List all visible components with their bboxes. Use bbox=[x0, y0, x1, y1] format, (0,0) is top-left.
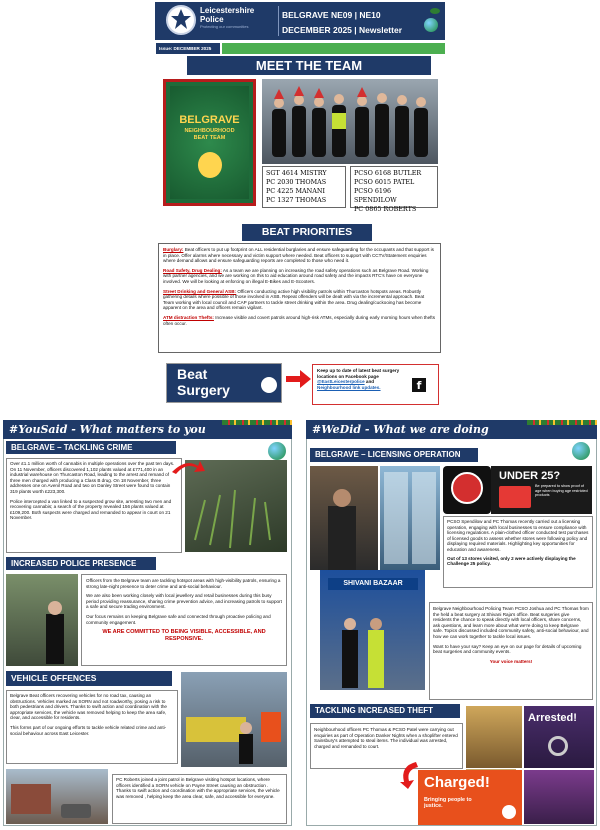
issue-green-bar bbox=[222, 43, 445, 54]
bauble-icon bbox=[424, 18, 438, 32]
globe-bauble-icon bbox=[268, 442, 286, 460]
issue-badge: Issue: DECEMBER 2025 bbox=[156, 43, 220, 54]
garland-icon bbox=[527, 420, 597, 425]
handcuffs-icon bbox=[548, 736, 568, 756]
force-tagline: Protecting our communities bbox=[200, 24, 249, 29]
police-crest-icon bbox=[166, 5, 196, 35]
under25-title: UNDER 25? bbox=[499, 470, 561, 482]
arrested-banner bbox=[524, 706, 594, 768]
meet-team-heading: MEET THE TEAM bbox=[187, 56, 431, 75]
newsletter-title-line1: BELGRAVE NE09 | NE10 bbox=[282, 10, 381, 20]
poster-sub1: NEIGHBOURHOOD bbox=[184, 128, 235, 134]
id-card-icon bbox=[499, 486, 531, 508]
surgery-title-1: Beat bbox=[177, 366, 208, 382]
officer-item: PC 1327 THOMAS bbox=[266, 196, 327, 204]
facebook-icon[interactable]: f bbox=[412, 378, 426, 392]
beat-surgery-text bbox=[429, 602, 593, 700]
shivani-bazaar-photo bbox=[320, 570, 425, 690]
licensing-p: PCSO Spendilow and PC Thomas recently carried out a licensing operation, engaging with local businesses to ensure compliance with licensing regulations. A plain-clothed officer conducted test purchases of licensed goods to assess whether stores were following policy and displaying required materials. Highlighting key opportunities for education and awareness. bbox=[447, 519, 589, 552]
priority-text: Officers conducting active high visibility patrols within Thurcaston hotspots areas. Robustly gathering details where possible of those involved in ASB. Repeat offenders will be dealt with via the incremental approach. Beat Team working with local council and CAP partners to tackle street drinking within the area. Drug dealing/cuckooing has become apparent on the area and officers remain vigilant. bbox=[163, 288, 425, 311]
you-said-heading: #YouSaid - What matters to you bbox=[3, 420, 292, 439]
curved-arrow-icon bbox=[170, 458, 206, 480]
globe-bauble-icon bbox=[572, 442, 590, 460]
theft-heading: TACKLING INCREASED THEFT bbox=[310, 704, 460, 718]
officers-right-list bbox=[350, 166, 438, 213]
theft-items-photo bbox=[524, 770, 594, 824]
force-name-line2: Police bbox=[200, 15, 224, 24]
police-badge-icon bbox=[261, 377, 277, 393]
garland-icon bbox=[222, 420, 292, 425]
officer-item: PC 2030 THOMAS bbox=[266, 178, 327, 186]
crime-text bbox=[6, 458, 182, 553]
priority-title: ATM distraction Thefts: bbox=[163, 314, 214, 320]
poster-sub2: BEAT TEAM bbox=[193, 135, 226, 141]
licensing-heading: BELGRAVE – LICENSING OPERATION bbox=[310, 448, 478, 462]
surgery-report-p1: Belgrave Neighbourhood Policing Team PCSO Joshua and PC Thomas from the held a beat surgery at Shivani Raja's office. Beat surgeries give residents the chance to speak directly with local officers, share concerns, ask questions, and learn more about what we're doing to keep Belgrave safe. Topics discussed included community safety, anti-social behaviour, and how we can work together to tackle local issues. bbox=[433, 606, 589, 639]
surgery-title-2: Surgery bbox=[177, 382, 230, 398]
patrol-photo bbox=[6, 574, 78, 666]
charged-banner bbox=[418, 770, 522, 825]
officer-item: PCSO 6196 SPENDILOW bbox=[354, 187, 397, 204]
shop-sign: SHIVANI BAZAAR bbox=[328, 578, 418, 590]
charged-label: Charged! bbox=[424, 774, 490, 791]
shop-aisle-photo bbox=[310, 466, 378, 570]
police-presence-heading: INCREASED POLICE PRESENCE bbox=[6, 557, 156, 570]
tackling-crime-heading: BELGRAVE – TACKLING CRIME bbox=[6, 441, 176, 454]
vehicle-p2: This forms part of our ongoing efforts to tackle vehicle related crime and anti-social behaviour across East Leicester. bbox=[10, 724, 167, 736]
police-badge-icon bbox=[502, 805, 516, 819]
challenge25-sign bbox=[443, 466, 491, 514]
officer-item: PCSO 6168 BUTLER bbox=[354, 169, 422, 177]
beat-surgery-banner bbox=[166, 363, 282, 403]
vehicle-p1: Belgrave Beat officers recovering vehicles for no road tax, causing an obstructions. Vehicles marked as SORN and not roadworthy, posing a risk to both pedestrians and drivers. Thanks to swift action and coordination with the appropriate services, the vehicle was removed helping to keep the area safe, clear, and accessible for residents. bbox=[10, 693, 167, 721]
team-poster bbox=[163, 79, 256, 206]
presence-p1: Officers from the Belgrave team are tackling hotspot areas with high-visibility patrols, ensuring a strong late-night presence to deter crime and anti-social behaviour. bbox=[86, 578, 281, 589]
licensing-text bbox=[443, 516, 593, 588]
officer-item: SGT 4614 MISTRY bbox=[266, 169, 327, 177]
surgery-text: Keep up to date of latest beat surgery locations on Facebook page bbox=[317, 368, 400, 379]
beat-priorities-heading: BEAT PRIORITIES bbox=[242, 224, 372, 241]
under25-sub: Be prepared to show proof of age when buying age restricted products bbox=[535, 484, 588, 498]
priority-title: Road Safety, Drug Dealing: bbox=[163, 267, 222, 273]
header-divider bbox=[278, 6, 279, 36]
facebook-handle[interactable]: @EastLeicesterpolice bbox=[317, 379, 365, 385]
surgery-info-box: Keep up to date of latest beat surgery locations on Facebook page @EastLeicesterpolice and Neighbourhood link updates. f bbox=[312, 364, 439, 405]
we-did-heading: #WeDid - What we are doing bbox=[306, 420, 597, 439]
force-name-line1: Leicestershire bbox=[200, 6, 255, 15]
curved-arrow-icon bbox=[398, 760, 424, 790]
officers-left-list bbox=[262, 166, 346, 208]
officer-item: PC 0865 ROBERTS bbox=[354, 205, 417, 213]
age-badge-icon bbox=[451, 472, 483, 504]
presence-commitment: WE ARE COMMITTED TO BEING VISIBLE, ACCESSIBLE, AND RESPONSIVE. bbox=[102, 629, 266, 642]
vehicle-offences-heading: VEHICLE OFFENCES bbox=[6, 671, 172, 686]
priorities-box bbox=[158, 243, 441, 353]
arrow-right-icon bbox=[284, 368, 312, 390]
charged-sub: Bringing people to justice. bbox=[424, 797, 472, 810]
priority-title: Burglary: bbox=[163, 247, 184, 252]
theft-goods-photo bbox=[466, 706, 522, 768]
officer-item: PCSO 6015 PATEL bbox=[354, 178, 415, 186]
voice-matters: Your voice matters! bbox=[489, 658, 533, 664]
poster-title: BELGRAVE bbox=[179, 114, 240, 126]
vehicle-roberts-text: PC Roberts joined a joint patrol in Belgrave visiting hotspot locations, where officers identified a SORN vehicle on Payne Street causing an obstruction . Thanks to swift action and coordination with the appropriate services, the vehicle was removed , helping keep the area clear, safe, and accessible for everyone. bbox=[112, 774, 287, 824]
poster-badge-icon bbox=[198, 152, 222, 178]
theft-text: Neighbourhood officers PC Thomas & PCSO Patel were carrying out enquiries as part of Operation Danker Nights when a shoplifter entered Sainsbury's attempted to steal items. The individual was arrested, charged and remanded to court. bbox=[310, 723, 463, 769]
presence-text bbox=[81, 574, 287, 666]
priority-text: Increase visible and covert patrols around high-risk ATMs, especially during early morning hours when thefts often occur. bbox=[163, 314, 436, 326]
tow-truck-photo bbox=[181, 672, 287, 767]
presence-p3: Our focus remains on keeping Belgrave safe and connected through proactive policing and community engagement. bbox=[86, 613, 271, 625]
presence-p2: We are also been working closely with local jewellery and retail businesses during this busy period providing reassurance, sharing crime prevention advice, and increasing patrols to support a safe and secure trading environment. bbox=[86, 593, 282, 610]
newsletter-title-line2: DECEMBER 2025 | Newsletter bbox=[282, 25, 403, 35]
holly-icon bbox=[430, 8, 440, 14]
surgery-report-p2: Want to have your say? Keep an eye on our page for details of upcoming beat surgeries and community events. bbox=[433, 643, 582, 655]
street-photo bbox=[6, 769, 108, 824]
crime-p2: Police intercepted a van linked to a suspected grow site, arresting two men and recovering cannabis; a search of the property revealed 156 plants valued at £109,200. Both suspects were charged and remanded to appear in court on 21 November. bbox=[10, 498, 172, 521]
shop-fridge-photo bbox=[380, 466, 440, 570]
under25-banner bbox=[491, 466, 592, 514]
officer-item: PC 4225 MANANI bbox=[266, 187, 325, 195]
vehicle-text bbox=[6, 690, 178, 764]
arrested-label: Arrested! bbox=[528, 712, 577, 724]
priority-text: As a team we are planning on increasing the road safety operations such as Belgrave Road. Working with partner agencies, and we are working on this to aid education around road safety and the impacts RTC's have on everyone involved. We will be looking at enforcing on illegal E-Bikes and E-Scooters. bbox=[163, 267, 429, 284]
licensing-result: Out of 13 stores visited, only 2 were actively displaying the Challenge 25 policy. bbox=[447, 555, 576, 567]
neighbourhood-link[interactable]: Neighbourhood link updates. bbox=[317, 384, 381, 390]
crime-p1: Over £1.1 million worth of cannabis in multiple operations over the past ten days. On 11 November, officers discovered 1,102 plants valued at £771,400 in an industrial warehouse on Thurcaston Road, leading to the arrest and remand of three men charged with producing a Class B drug. On 18 November, three addresses one on Avenil Road and two on Danley Street were found to contain 319 plants worth £223,300. bbox=[10, 461, 175, 494]
priority-text: Beat officers to put up footprint on ALL residential burglaries and ensure safeguarding for the occupants and that support is in place. Offer alarms where necessary and victim support where needed. Beat officers to support with CCTV/Statement enquiries where demand allows and ensure safeguarding reports are completed to those who need it. bbox=[163, 247, 434, 264]
priority-title: Street Drinking and General ASB: bbox=[163, 288, 237, 294]
team-photo bbox=[262, 79, 438, 164]
